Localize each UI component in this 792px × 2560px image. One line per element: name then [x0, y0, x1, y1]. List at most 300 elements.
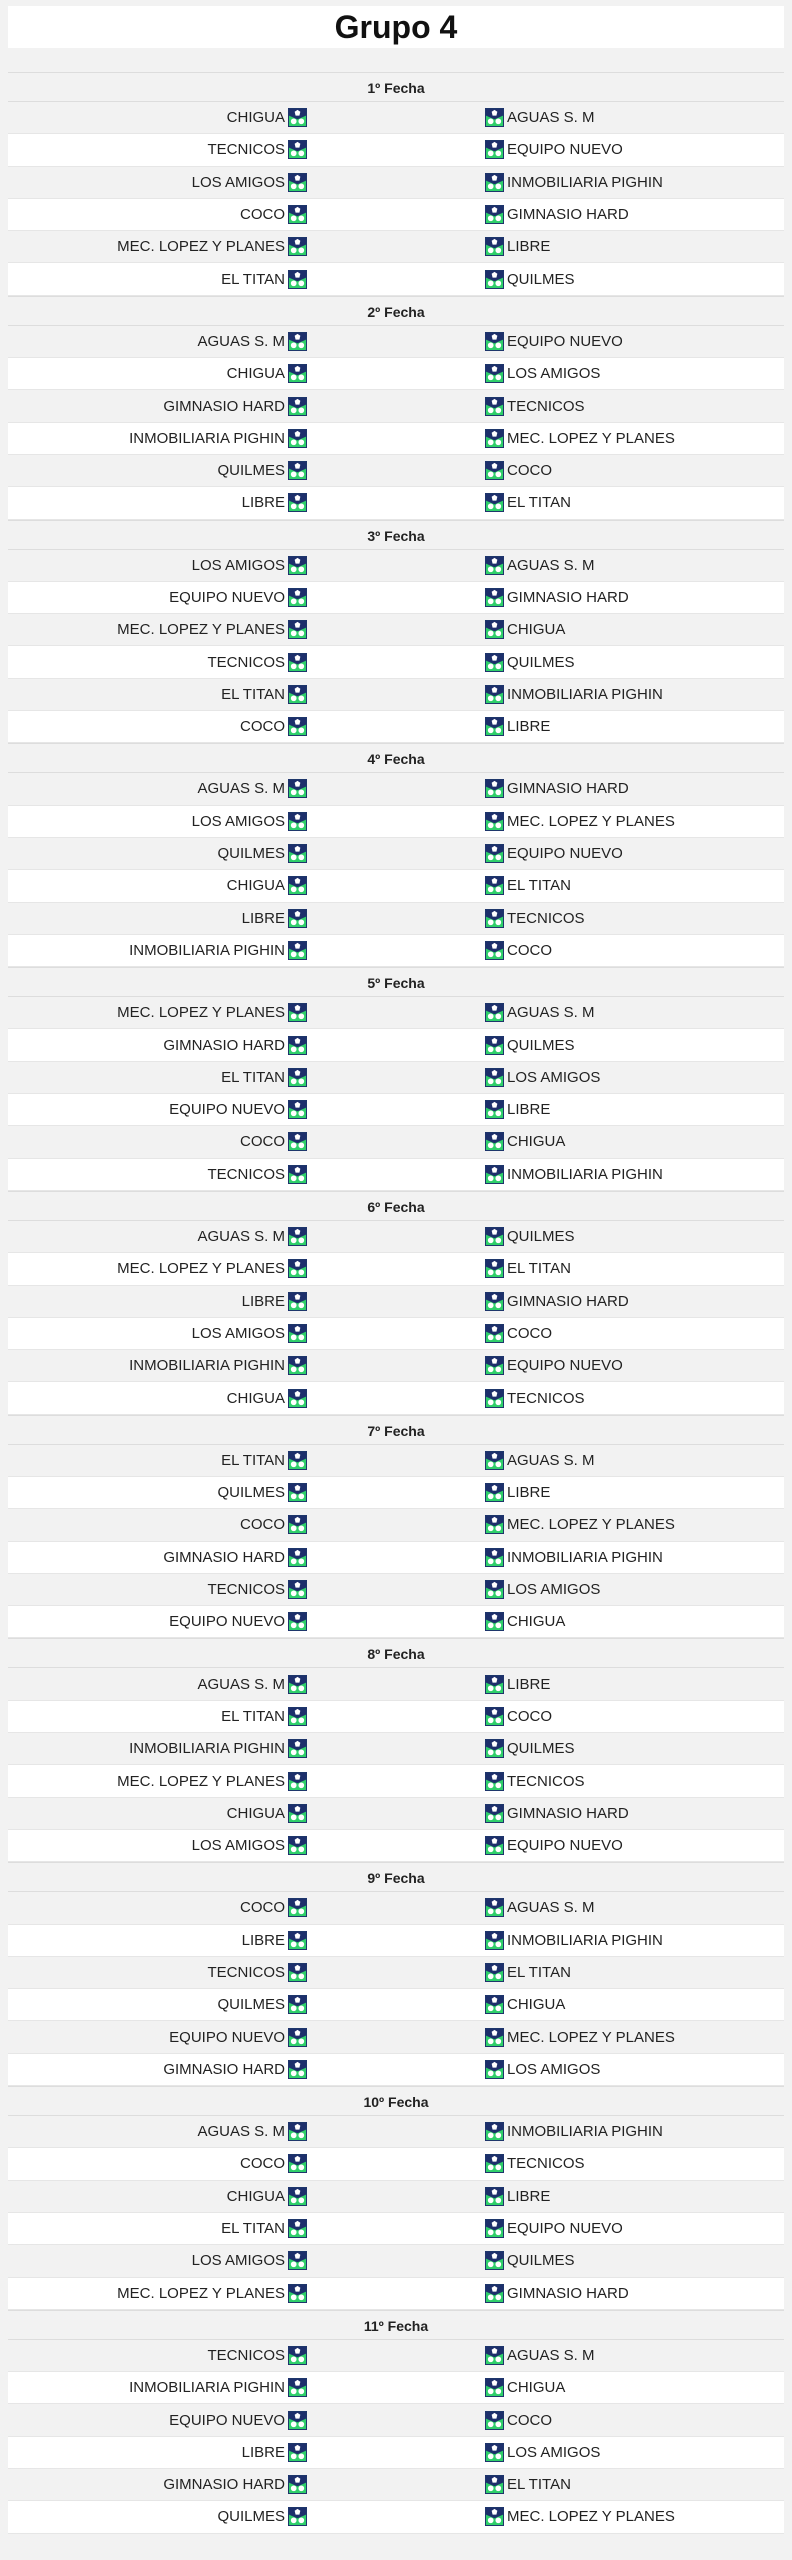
away-team [396, 1515, 784, 1534]
home-team-name: EL TITAN [221, 2220, 285, 2238]
away-team-name: MEC. LOPEZ Y PLANES [507, 2028, 675, 2046]
team-crest-icon [288, 717, 307, 736]
away-team [396, 1580, 784, 1599]
away-team [396, 493, 784, 512]
team-crest-icon [485, 1165, 504, 1184]
away-team-name: LOS AMIGOS [507, 2443, 601, 2461]
round-header: 6º Fecha [8, 1191, 784, 1221]
home-team [8, 1003, 396, 1022]
match-row [8, 870, 784, 902]
team-crest-icon [288, 1898, 307, 1917]
team-crest-icon [288, 2507, 307, 2526]
home-team [8, 205, 396, 224]
home-team-name: AGUAS S. M [197, 1675, 285, 1693]
team-crest-icon [485, 493, 504, 512]
team-crest-icon [288, 1292, 307, 1311]
away-team-name: EL TITAN [507, 877, 571, 895]
match-row [8, 1701, 784, 1733]
team-crest-icon [485, 237, 504, 256]
match-row [8, 2501, 784, 2533]
match-row [8, 2181, 784, 2213]
team-crest-icon [288, 1483, 307, 1502]
team-crest-icon [288, 2187, 307, 2206]
away-team [396, 1836, 784, 1855]
home-team [8, 237, 396, 256]
away-team [396, 1931, 784, 1950]
home-team [8, 270, 396, 289]
away-team [396, 332, 784, 351]
away-team [396, 1772, 784, 1791]
team-crest-icon [288, 1675, 307, 1694]
match-row [8, 903, 784, 935]
away-team [396, 876, 784, 895]
away-team-name: GIMNASIO HARD [507, 1292, 629, 1310]
match-row [8, 199, 784, 231]
team-crest-icon [485, 1003, 504, 1022]
home-team-name: TECNICOS [207, 141, 285, 159]
team-crest-icon [288, 1580, 307, 1599]
away-team-name: GIMNASIO HARD [507, 2284, 629, 2302]
team-crest-icon [485, 1804, 504, 1823]
match-row [8, 2278, 784, 2310]
away-team-name: AGUAS S. M [507, 556, 595, 574]
home-team-name: AGUAS S. M [197, 780, 285, 798]
home-team [8, 2475, 396, 2494]
team-crest-icon [485, 1324, 504, 1343]
team-crest-icon [485, 1356, 504, 1375]
away-team-name: COCO [507, 1707, 552, 1725]
match-row [8, 679, 784, 711]
team-crest-icon [288, 2122, 307, 2141]
match-row [8, 1606, 784, 1638]
team-crest-icon [485, 108, 504, 127]
home-team [8, 2443, 396, 2462]
match-row [8, 2469, 784, 2501]
team-crest-icon [485, 876, 504, 895]
home-team-name: LIBRE [241, 2443, 285, 2461]
match-row [8, 487, 784, 519]
match-row [8, 1445, 784, 1477]
match-row [8, 1350, 784, 1382]
match-row [8, 838, 784, 870]
home-team [8, 1995, 396, 2014]
home-team-name: LOS AMIGOS [191, 812, 285, 830]
away-team-name: EL TITAN [507, 2476, 571, 2494]
home-team [8, 108, 396, 127]
team-crest-icon [485, 270, 504, 289]
team-crest-icon [288, 364, 307, 383]
home-team [8, 1548, 396, 1567]
match-row [8, 1094, 784, 1126]
away-team [396, 108, 784, 127]
match-row [8, 1765, 784, 1797]
round-header: 11º Fecha [8, 2310, 784, 2340]
away-team-name: GIMNASIO HARD [507, 206, 629, 224]
team-crest-icon [288, 812, 307, 831]
team-crest-icon [288, 909, 307, 928]
match-row [8, 1830, 784, 1862]
home-team [8, 493, 396, 512]
home-team [8, 1165, 396, 1184]
team-crest-icon [288, 397, 307, 416]
away-team-name: GIMNASIO HARD [507, 780, 629, 798]
away-team-name: LOS AMIGOS [507, 2060, 601, 2078]
away-team [396, 2378, 784, 2397]
match-row [8, 1989, 784, 2021]
home-team [8, 1836, 396, 1855]
team-crest-icon [288, 1165, 307, 1184]
team-crest-icon [288, 2443, 307, 2462]
team-crest-icon [288, 620, 307, 639]
away-team [396, 1995, 784, 2014]
away-team [396, 1165, 784, 1184]
away-team-name: COCO [507, 1324, 552, 1342]
match-row [8, 1668, 784, 1700]
team-crest-icon [485, 1836, 504, 1855]
home-team-name: EQUIPO NUEVO [169, 1101, 285, 1119]
team-crest-icon [485, 1931, 504, 1950]
team-crest-icon [288, 1324, 307, 1343]
away-team-name: QUILMES [507, 2252, 575, 2270]
match-row [8, 935, 784, 967]
away-team [396, 2122, 784, 2141]
team-crest-icon [485, 1100, 504, 1119]
away-team-name: INMOBILIARIA PIGHIN [507, 685, 663, 703]
match-row [8, 2245, 784, 2277]
team-crest-icon [485, 1036, 504, 1055]
team-crest-icon [288, 588, 307, 607]
team-crest-icon [288, 173, 307, 192]
away-team [396, 556, 784, 575]
team-crest-icon [485, 1068, 504, 1087]
away-team-name: INMOBILIARIA PIGHIN [507, 2123, 663, 2141]
team-crest-icon [485, 461, 504, 480]
team-crest-icon [485, 620, 504, 639]
home-team-name: CHIGUA [226, 1804, 285, 1822]
team-crest-icon [288, 1707, 307, 1726]
home-team [8, 429, 396, 448]
away-team-name: LIBRE [507, 1101, 551, 1119]
home-team-name: INMOBILIARIA PIGHIN [129, 941, 285, 959]
team-crest-icon [288, 2378, 307, 2397]
team-crest-icon [485, 844, 504, 863]
match-row [8, 455, 784, 487]
home-team-name: COCO [240, 1899, 285, 1917]
team-crest-icon [288, 2475, 307, 2494]
team-crest-icon [288, 844, 307, 863]
team-crest-icon [288, 429, 307, 448]
match-row [8, 2213, 784, 2245]
home-team-name: EL TITAN [221, 1451, 285, 1469]
away-team-name: MEC. LOPEZ Y PLANES [507, 2508, 675, 2526]
team-crest-icon [288, 140, 307, 159]
away-team-name: MEC. LOPEZ Y PLANES [507, 1516, 675, 1534]
away-team [396, 1227, 784, 1246]
home-team-name: LOS AMIGOS [191, 1324, 285, 1342]
team-crest-icon [485, 1580, 504, 1599]
away-team-name: CHIGUA [507, 1996, 566, 2014]
round-header: 7º Fecha [8, 1415, 784, 1445]
away-team [396, 173, 784, 192]
home-team-name: CHIGUA [226, 1389, 285, 1407]
match-row [8, 231, 784, 263]
home-team [8, 140, 396, 159]
team-crest-icon [288, 1836, 307, 1855]
away-team-name: AGUAS S. M [507, 1004, 595, 1022]
team-crest-icon [288, 2060, 307, 2079]
team-crest-icon [485, 2187, 504, 2206]
match-row [8, 358, 784, 390]
home-team [8, 1259, 396, 1278]
match-row [8, 1574, 784, 1606]
team-crest-icon [485, 1227, 504, 1246]
home-team-name: GIMNASIO HARD [163, 1548, 285, 1566]
away-team-name: QUILMES [507, 1036, 575, 1054]
team-crest-icon [485, 2154, 504, 2173]
home-team [8, 2507, 396, 2526]
team-crest-icon [288, 493, 307, 512]
away-team-name: INMOBILIARIA PIGHIN [507, 1548, 663, 1566]
away-team [396, 2475, 784, 2494]
away-team-name: TECNICOS [507, 1389, 585, 1407]
round-header: 2º Fecha [8, 296, 784, 326]
home-team-name: INMOBILIARIA PIGHIN [129, 1740, 285, 1758]
team-crest-icon [288, 1515, 307, 1534]
home-team [8, 2378, 396, 2397]
match-row [8, 1159, 784, 1191]
match-row [8, 1892, 784, 1924]
away-team [396, 909, 784, 928]
team-crest-icon [485, 653, 504, 672]
away-team-name: QUILMES [507, 1228, 575, 1246]
match-row [8, 614, 784, 646]
home-team-name: QUILMES [217, 2508, 285, 2526]
team-crest-icon [288, 556, 307, 575]
home-team-name: EL TITAN [221, 270, 285, 288]
home-team [8, 2154, 396, 2173]
team-crest-icon [485, 1707, 504, 1726]
home-team-name: COCO [240, 718, 285, 736]
home-team-name: GIMNASIO HARD [163, 397, 285, 415]
home-team [8, 1963, 396, 1982]
home-team-name: QUILMES [217, 1484, 285, 1502]
home-team [8, 2187, 396, 2206]
home-team-name: AGUAS S. M [197, 1228, 285, 1246]
home-team-name: CHIGUA [226, 365, 285, 383]
team-crest-icon [288, 2346, 307, 2365]
away-team [396, 2443, 784, 2462]
away-team-name: LIBRE [507, 238, 551, 256]
team-crest-icon [485, 2411, 504, 2430]
match-row [8, 1062, 784, 1094]
match-row [8, 263, 784, 295]
home-team [8, 1100, 396, 1119]
match-row [8, 423, 784, 455]
team-crest-icon [485, 1963, 504, 1982]
home-team [8, 1132, 396, 1151]
home-team [8, 2122, 396, 2141]
away-team [396, 685, 784, 704]
away-team [396, 1898, 784, 1917]
home-team [8, 1389, 396, 1408]
away-team-name: QUILMES [507, 270, 575, 288]
away-team [396, 2284, 784, 2303]
home-team-name: LOS AMIGOS [191, 556, 285, 574]
away-team [396, 2060, 784, 2079]
team-crest-icon [288, 1963, 307, 1982]
team-crest-icon [288, 1995, 307, 2014]
home-team-name: LOS AMIGOS [191, 173, 285, 191]
match-row [8, 1477, 784, 1509]
team-crest-icon [485, 779, 504, 798]
home-team [8, 1804, 396, 1823]
home-team-name: COCO [240, 2155, 285, 2173]
away-team [396, 397, 784, 416]
home-team [8, 2411, 396, 2430]
home-team-name: LIBRE [241, 909, 285, 927]
team-crest-icon [288, 1451, 307, 1470]
home-team [8, 2219, 396, 2238]
team-crest-icon [485, 2475, 504, 2494]
home-team-name: TECNICOS [207, 1963, 285, 1981]
match-row [8, 1798, 784, 1830]
away-team [396, 1132, 784, 1151]
team-crest-icon [485, 1389, 504, 1408]
home-team [8, 876, 396, 895]
away-team-name: TECNICOS [507, 397, 585, 415]
team-crest-icon [485, 941, 504, 960]
team-crest-icon [288, 876, 307, 895]
away-team [396, 1963, 784, 1982]
team-crest-icon [485, 205, 504, 224]
home-team [8, 1036, 396, 1055]
team-crest-icon [485, 1259, 504, 1278]
away-team-name: LOS AMIGOS [507, 1581, 601, 1599]
home-team-name: MEC. LOPEZ Y PLANES [117, 1004, 285, 1022]
away-team [396, 237, 784, 256]
home-team [8, 1612, 396, 1631]
team-crest-icon [288, 1739, 307, 1758]
team-crest-icon [485, 812, 504, 831]
home-team-name: MEC. LOPEZ Y PLANES [117, 621, 285, 639]
team-crest-icon [485, 556, 504, 575]
home-team [8, 779, 396, 798]
home-team-name: AGUAS S. M [197, 2123, 285, 2141]
away-team [396, 1292, 784, 1311]
home-team [8, 653, 396, 672]
match-row [8, 1925, 784, 1957]
away-team-name: CHIGUA [507, 1613, 566, 1631]
away-team [396, 717, 784, 736]
match-row [8, 997, 784, 1029]
home-team-name: LIBRE [241, 1292, 285, 1310]
home-team-name: EQUIPO NUEVO [169, 589, 285, 606]
home-team [8, 1068, 396, 1087]
home-team-name: EQUIPO NUEVO [169, 1613, 285, 1631]
away-team [396, 941, 784, 960]
team-crest-icon [288, 685, 307, 704]
away-team [396, 270, 784, 289]
away-team [396, 620, 784, 639]
home-team [8, 2346, 396, 2365]
away-team [396, 2411, 784, 2430]
home-team-name: MEC. LOPEZ Y PLANES [117, 1260, 285, 1278]
team-crest-icon [485, 2378, 504, 2397]
away-team-name: AGUAS S. M [507, 2346, 595, 2364]
away-team [396, 1259, 784, 1278]
away-team-name: LOS AMIGOS [507, 365, 601, 383]
match-row [8, 582, 784, 614]
team-crest-icon [288, 1100, 307, 1119]
home-team-name: EQUIPO NUEVO [169, 2411, 285, 2429]
team-crest-icon [485, 1132, 504, 1151]
away-team-name: LIBRE [507, 1484, 551, 1502]
team-crest-icon [288, 270, 307, 289]
away-team [396, 1483, 784, 1502]
home-team [8, 461, 396, 480]
home-team [8, 1292, 396, 1311]
team-crest-icon [485, 588, 504, 607]
team-crest-icon [288, 2411, 307, 2430]
away-team [396, 588, 784, 607]
away-team-name: EQUIPO NUEVO [507, 2220, 623, 2238]
home-team [8, 1227, 396, 1246]
away-team-name: COCO [507, 462, 552, 480]
home-team-name: QUILMES [217, 1996, 285, 2014]
home-team [8, 1898, 396, 1917]
home-team [8, 1931, 396, 1950]
match-row [8, 1382, 784, 1414]
match-row [8, 773, 784, 805]
team-crest-icon [485, 909, 504, 928]
away-team [396, 429, 784, 448]
home-team-name: LOS AMIGOS [191, 2252, 285, 2270]
away-team-name: LIBRE [507, 1675, 551, 1693]
team-crest-icon [288, 1804, 307, 1823]
home-team-name: GIMNASIO HARD [163, 2476, 285, 2494]
home-team [8, 1356, 396, 1375]
round-header: 8º Fecha [8, 1638, 784, 1668]
team-crest-icon [288, 2154, 307, 2173]
match-row [8, 2021, 784, 2053]
away-team [396, 1036, 784, 1055]
home-team-name: COCO [240, 1133, 285, 1151]
team-crest-icon [485, 1739, 504, 1758]
match-row [8, 1318, 784, 1350]
match-row [8, 1253, 784, 1285]
away-team-name: TECNICOS [507, 909, 585, 927]
away-team-name: AGUAS S. M [507, 1899, 595, 1917]
home-team-name: INMOBILIARIA PIGHIN [129, 2379, 285, 2397]
match-row [8, 134, 784, 166]
home-team-name: QUILMES [217, 845, 285, 863]
match-row [8, 1957, 784, 1989]
home-team [8, 909, 396, 928]
match-row [8, 1221, 784, 1253]
home-team [8, 620, 396, 639]
team-crest-icon [485, 2507, 504, 2526]
away-team-name: EL TITAN [507, 494, 571, 512]
match-row [8, 102, 784, 134]
page-title: Grupo 4 [334, 8, 458, 45]
match-row [8, 806, 784, 838]
match-row [8, 711, 784, 743]
home-team-name: MEC. LOPEZ Y PLANES [117, 238, 285, 256]
away-team [396, 779, 784, 798]
away-team [396, 1612, 784, 1631]
home-team-name: TECNICOS [207, 1581, 285, 1599]
team-crest-icon [485, 1995, 504, 2014]
